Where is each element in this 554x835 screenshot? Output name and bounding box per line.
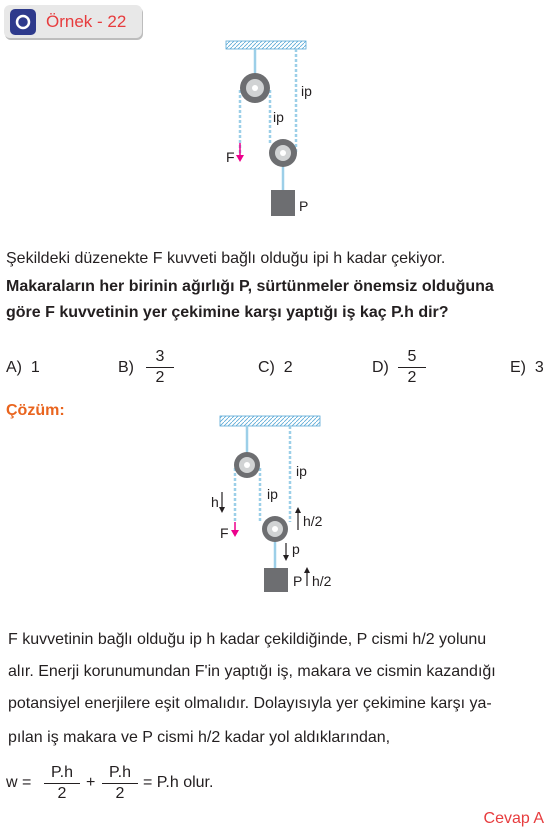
rope-label-1: ip — [301, 83, 312, 99]
pulley-move-label: h/2 — [303, 513, 323, 529]
example-badge — [4, 5, 142, 38]
movable-pulley — [269, 139, 297, 167]
h-label: h — [211, 494, 219, 510]
option-d-letter: D) — [372, 359, 389, 376]
eq-plus: + — [86, 774, 96, 791]
force-label: F — [220, 525, 229, 541]
solution-line-3: potansiyel enerjilere eşit olmalıdır. Dolayısıyla yer çekimine karşı ya- — [8, 695, 492, 712]
ceiling — [220, 416, 320, 426]
rope-label-2: ip — [273, 109, 284, 125]
pulley-diagram — [200, 35, 330, 225]
solution-diagram — [200, 410, 380, 600]
eq-rhs: = P.h olur. — [143, 774, 214, 791]
question-line-3: göre F kuvvetinin yer çekimine karşı yaptığı iş kaç P.h dir? — [6, 304, 449, 321]
option-c: C) 2 — [258, 359, 293, 376]
option-b-fraction: 3 2 — [146, 348, 174, 387]
question-line-2: Makaraların her birinin ağırlığı P, sürtünmeler önemsiz olduğuna — [6, 278, 494, 295]
solution-line-1: F kuvvetinin bağlı olduğu ip h kadar çekildiğinde, P cismi h/2 yolunu — [8, 631, 487, 648]
mass-label: P — [293, 573, 303, 589]
eq-lhs: w = — [6, 774, 32, 791]
option-b-letter: B) — [118, 359, 134, 376]
eq-fraction-2: P.h 2 — [102, 764, 138, 803]
force-label: F — [226, 149, 235, 165]
eq-fraction-1: P.h 2 — [44, 764, 80, 803]
rope-label-1: ip — [296, 463, 307, 479]
option-e: E) 3 — [510, 359, 544, 376]
rope-label-2: ip — [267, 486, 278, 502]
mass-label: P — [299, 198, 309, 214]
fixed-pulley — [240, 73, 270, 103]
solution-line-4: pılan iş makara ve P cismi h/2 kadar yol aldıklarından, — [8, 729, 391, 746]
mass-block — [271, 190, 295, 216]
option-a: A) 1 — [6, 359, 40, 376]
p-label: p — [292, 541, 300, 557]
movable-pulley — [262, 516, 288, 542]
ceiling — [226, 41, 306, 49]
refresh-icon — [10, 9, 36, 35]
badge-label: Örnek - 22 — [46, 12, 127, 31]
answer-label: Cevap A — [483, 810, 544, 827]
question-line-1: Şekildeki düzenekte F kuvveti bağlı olduğu ipi h kadar çekiyor. — [6, 250, 446, 267]
mass-move-label: h/2 — [312, 573, 332, 589]
solution-title: Çözüm: — [6, 402, 65, 419]
solution-line-2: alır. Enerji korunumundan F'in yaptığı iş, makara ve cismin kazandığı — [8, 663, 496, 680]
mass-block — [264, 568, 288, 592]
fixed-pulley — [234, 452, 260, 478]
option-d-fraction: 5 2 — [398, 348, 426, 387]
